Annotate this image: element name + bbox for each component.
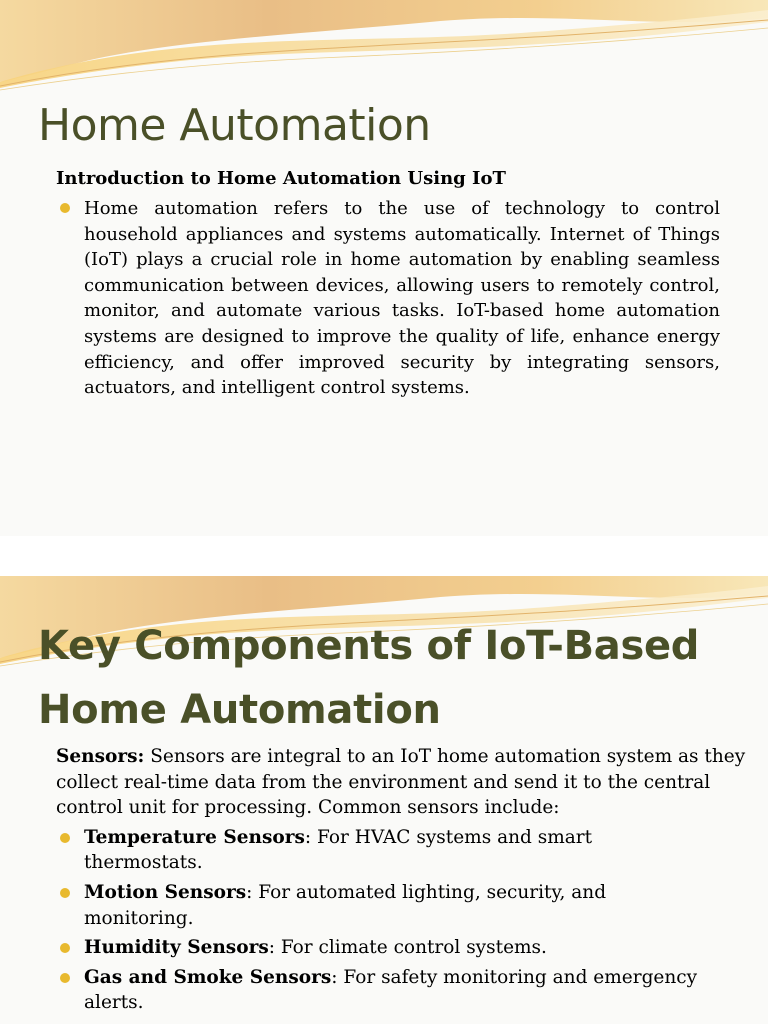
bullet-dot-icon	[60, 833, 70, 843]
bullet-text: Home automation refers to the use of technology to control household appliances and systems automatically. Internet of Things (IoT) plays a crucial role in home automation by enabling seamless communication between devices, allowing users to remotely control, monitor, and automate various tasks. IoT-based home automation systems are designed to improve the quality of life, enhance energy efficiency, and offer improved security by integrating sensors, actuators, and intelligent control systems.	[84, 198, 720, 399]
decorative-wave-header	[0, 0, 768, 100]
list-item	[56, 825, 746, 876]
bullet-description: : For automated lighting, security, and monitoring.	[84, 881, 607, 929]
bullet-description: : For HVAC systems and smart thermostats.	[84, 826, 593, 874]
sensors-label: Sensors:	[56, 746, 145, 767]
bullet-text	[84, 825, 714, 876]
sensors-intro	[56, 744, 746, 821]
bullet-label: Motion Sensors	[84, 881, 247, 903]
bullet-text	[84, 935, 714, 961]
bullet-text	[84, 965, 714, 1016]
bullet-label: Humidity Sensors	[84, 937, 269, 959]
bullet-dot-icon	[60, 943, 70, 953]
list-item	[56, 196, 722, 401]
slide-title	[38, 614, 738, 742]
section-subheading: Introduction to Home Automation Using IoT	[56, 168, 506, 189]
bullet-list	[56, 196, 722, 401]
list-item	[56, 880, 746, 931]
bullet-description: : For safety monitoring and emergency alerts.	[84, 966, 698, 1014]
slide-title: Home Automation	[38, 100, 431, 151]
sensors-intro-text: Sensors are integral to an IoT home automation system as they collect real-time data from the environment and send it to the central control unit for processing. Common sensors include:	[56, 746, 746, 819]
list-item	[56, 965, 746, 1016]
bullet-dot-icon	[60, 203, 70, 213]
bullet-description: : For climate control systems.	[268, 937, 547, 959]
bullet-text	[84, 880, 714, 931]
list-item	[56, 935, 746, 961]
bullet-dot-icon	[60, 888, 70, 898]
bullet-dot-icon	[60, 973, 70, 983]
bullet-label: Temperature Sensors	[84, 826, 305, 848]
slide-2	[0, 576, 768, 1024]
bullet-label: Gas and Smoke Sensors	[84, 966, 332, 988]
sensors-section	[56, 744, 746, 1020]
slide-title-text: Key Components of IoT-Based Home Automation	[38, 623, 700, 733]
